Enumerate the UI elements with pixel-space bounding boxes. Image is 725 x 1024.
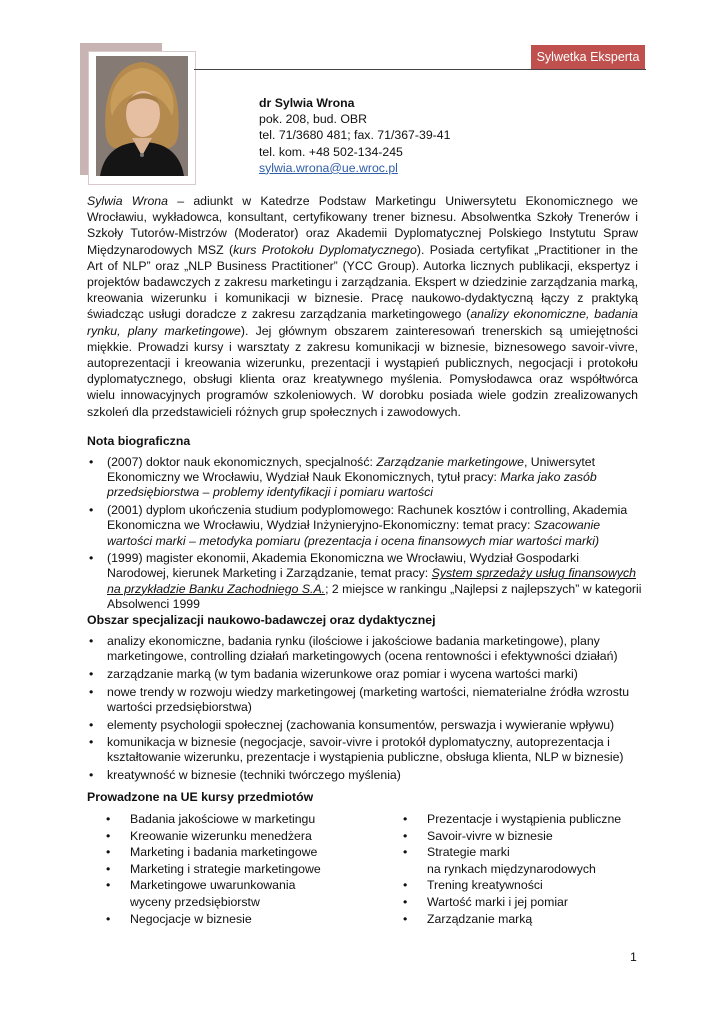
courses-left-list: [106, 811, 321, 927]
obszar-list: [87, 634, 643, 786]
photo-frame-accent-side: [80, 43, 88, 175]
nota-item: • (2001) dyplom ukończenia studium podyplomowego: Rachunek kosztów i controlling, Akademia Ekonomiczna we Wrocławiu, Wydział Inżynieryjno-Ekonomiczny: temat pracy: Szacowanie wartości marki – metodyka pomiaru (prezentacja i ocena finansowych miar wartości marki): [87, 503, 643, 549]
room-info: pok. 208, bud. OBR: [259, 112, 368, 127]
header-rule: [194, 69, 646, 70]
course-item: • Negocjacje w biznesie: [106, 911, 321, 928]
bio-italic-1: kurs Protokołu Dyplomatycznego: [233, 242, 417, 257]
courses-right-list: [403, 811, 621, 927]
mobile-info: tel. kom. +48 502-134-245: [259, 144, 403, 159]
page-number: 1: [630, 950, 637, 964]
nota-item: • (1999) magister ekonomii, Akademia Ekonomiczna we Wrocławiu, Wydział Gospodarki Narodowej, kierunek Marketing i Zarządzanie, temat pracy: System sprzedaży usług finansowych na przykładzie Banku Zachodniego S.A.; 2 miejsce w rankingu „Najlepsi z najlepszych” w kategorii Absolwenci 1999: [87, 551, 643, 612]
contact-block: [259, 95, 450, 176]
course-item: • Trening kreatywności: [403, 877, 621, 894]
course-item: • Marketing i strategie marketingowe: [106, 861, 321, 878]
obszar-item: • nowe trendy w rozwoju wiedzy marketingowej (marketing wartości, niematerialne źródła wzrostu wartości przedsiębiorstwa): [87, 685, 643, 715]
bio-paragraph: [87, 193, 638, 420]
course-item: • Prezentacje i wystąpienia publiczne: [403, 811, 621, 828]
obszar-item: • komunikacja w biznesie (negocjacje, savoir-vivre i protokół dyplomatyczny, autoprezentacja i kształtowanie wizerunku, prezentacje i wystąpienia publiczne, obsługa klienta, NLP w biznesie): [87, 735, 643, 765]
nota-list: [87, 455, 643, 615]
bio-italic-2: analizy ekonomiczne, badania rynku, plany marketingowe: [87, 307, 638, 338]
phone-info: tel. 71/3680 481; fax. 71/367-39-41: [259, 128, 451, 143]
obszar-item: • analizy ekonomiczne, badania rynku (ilościowe i jakościowe badania marketingowe), plany marketingowe, controlling działań marketingowych (ocena rentowności i efektywności działań): [87, 634, 643, 664]
email-link[interactable]: sylwia.wrona@ue.wroc.pl: [259, 160, 398, 175]
course-item: • Marketing i badania marketingowe: [106, 844, 321, 861]
obszar-item: • zarządzanie marką (w tym badania wizerunkowe oraz pomiar i wycena wartości marki): [87, 667, 643, 682]
obszar-item: • elementy psychologii społecznej (zachowania konsumentów, perswazja i wywieranie wpływu): [87, 718, 643, 733]
course-item: • Zarządzanie marką: [403, 911, 621, 928]
nota-item: • (2007) doktor nauk ekonomicznych, specjalność: Zarządzanie marketingowe, Uniwersytet Ekonomiczny we Wrocławiu, Wydział Nauk Ekonomicznych, tytuł pracy: Marka jako zasób przedsiębiorstwa – problemy identyfikacji i pomiaru wartości: [87, 455, 643, 501]
section-title-nota: Nota biograficzna: [87, 434, 191, 448]
obszar-item: • kreatywność w biznesie (techniki twórczego myślenia): [87, 768, 643, 783]
header-tab: Sylwetka Eksperta: [531, 45, 645, 69]
section-title-obszar: Obszar specjalizacji naukowo-badawczej oraz dydaktycznej: [87, 613, 436, 627]
profile-photo: [96, 56, 188, 176]
course-item: • Strategie marki na rynkach międzynarodowych: [403, 844, 621, 877]
section-title-kursy: Prowadzone na UE kursy przedmiotów: [87, 790, 314, 804]
bio-text-3: ). Jej głównym obszarem zainteresowań trenerskich są umiejętności miękkie. Prowadzi kursy i warsztaty z zakresu komunikacji w biznesie, biznesowego savoir-vivre, autoprezentacji i kreowania wizerunku, prezentacji i wystąpień publicznych, negocjacji i protokołu dyplomatycznego, obsługi klienta oraz kreatywnego myślenia. Pomysłodawca oraz współtwórca wielu innowacyjnych programów szkoleniowych. W dorobku posiada wiele godzin zrealizowanych szkoleń dla przedstawicieli różnych grup społecznych i zawodowych.: [87, 323, 638, 419]
bio-text-2: ). Posiada certyfikat „Practitioner in the Art of NLP” oraz „NLP Business Practitioner” (YCC Group). Autorka licznych publikacji, ekspertyz i projektów badawczych z zakresu marketingu i zarządzania. Ekspert w dziedzinie zarządzania marką, kreowania wizerunku i komunikacji w biznesie. Pracę naukowo-dydaktyczną łączy z praktyką świadcząc usługi doradcze z zakresu zarządzania marketingowego (: [87, 242, 638, 322]
bio-text-1: – adiunkt w Katedrze Podstaw Marketingu Uniwersytetu Ekonomicznego we Wrocławiu, wykładowca, konsultant, certyfikowany trener biznesu. Absolwentka Szkoły Trenerów i Szkoły Tutorów-Mistrzów (Moderator) oraz Akademii Dyplomatycznej Polskiego Instytutu Spraw Międzynarodowych MSZ (: [87, 194, 639, 257]
course-item: • Kreowanie wizerunku menedżera: [106, 828, 321, 845]
course-item: • Wartość marki i jej pomiar: [403, 894, 621, 911]
course-item: • Badania jakościowe w marketingu: [106, 811, 321, 828]
bio-name: Sylwia Wrona: [87, 194, 168, 208]
course-item: • Marketingowe uwarunkowania wyceny przedsiębiorstw: [106, 877, 321, 910]
course-item: • Savoir-vivre w biznesie: [403, 828, 621, 845]
expert-name: dr Sylwia Wrona: [259, 96, 355, 110]
